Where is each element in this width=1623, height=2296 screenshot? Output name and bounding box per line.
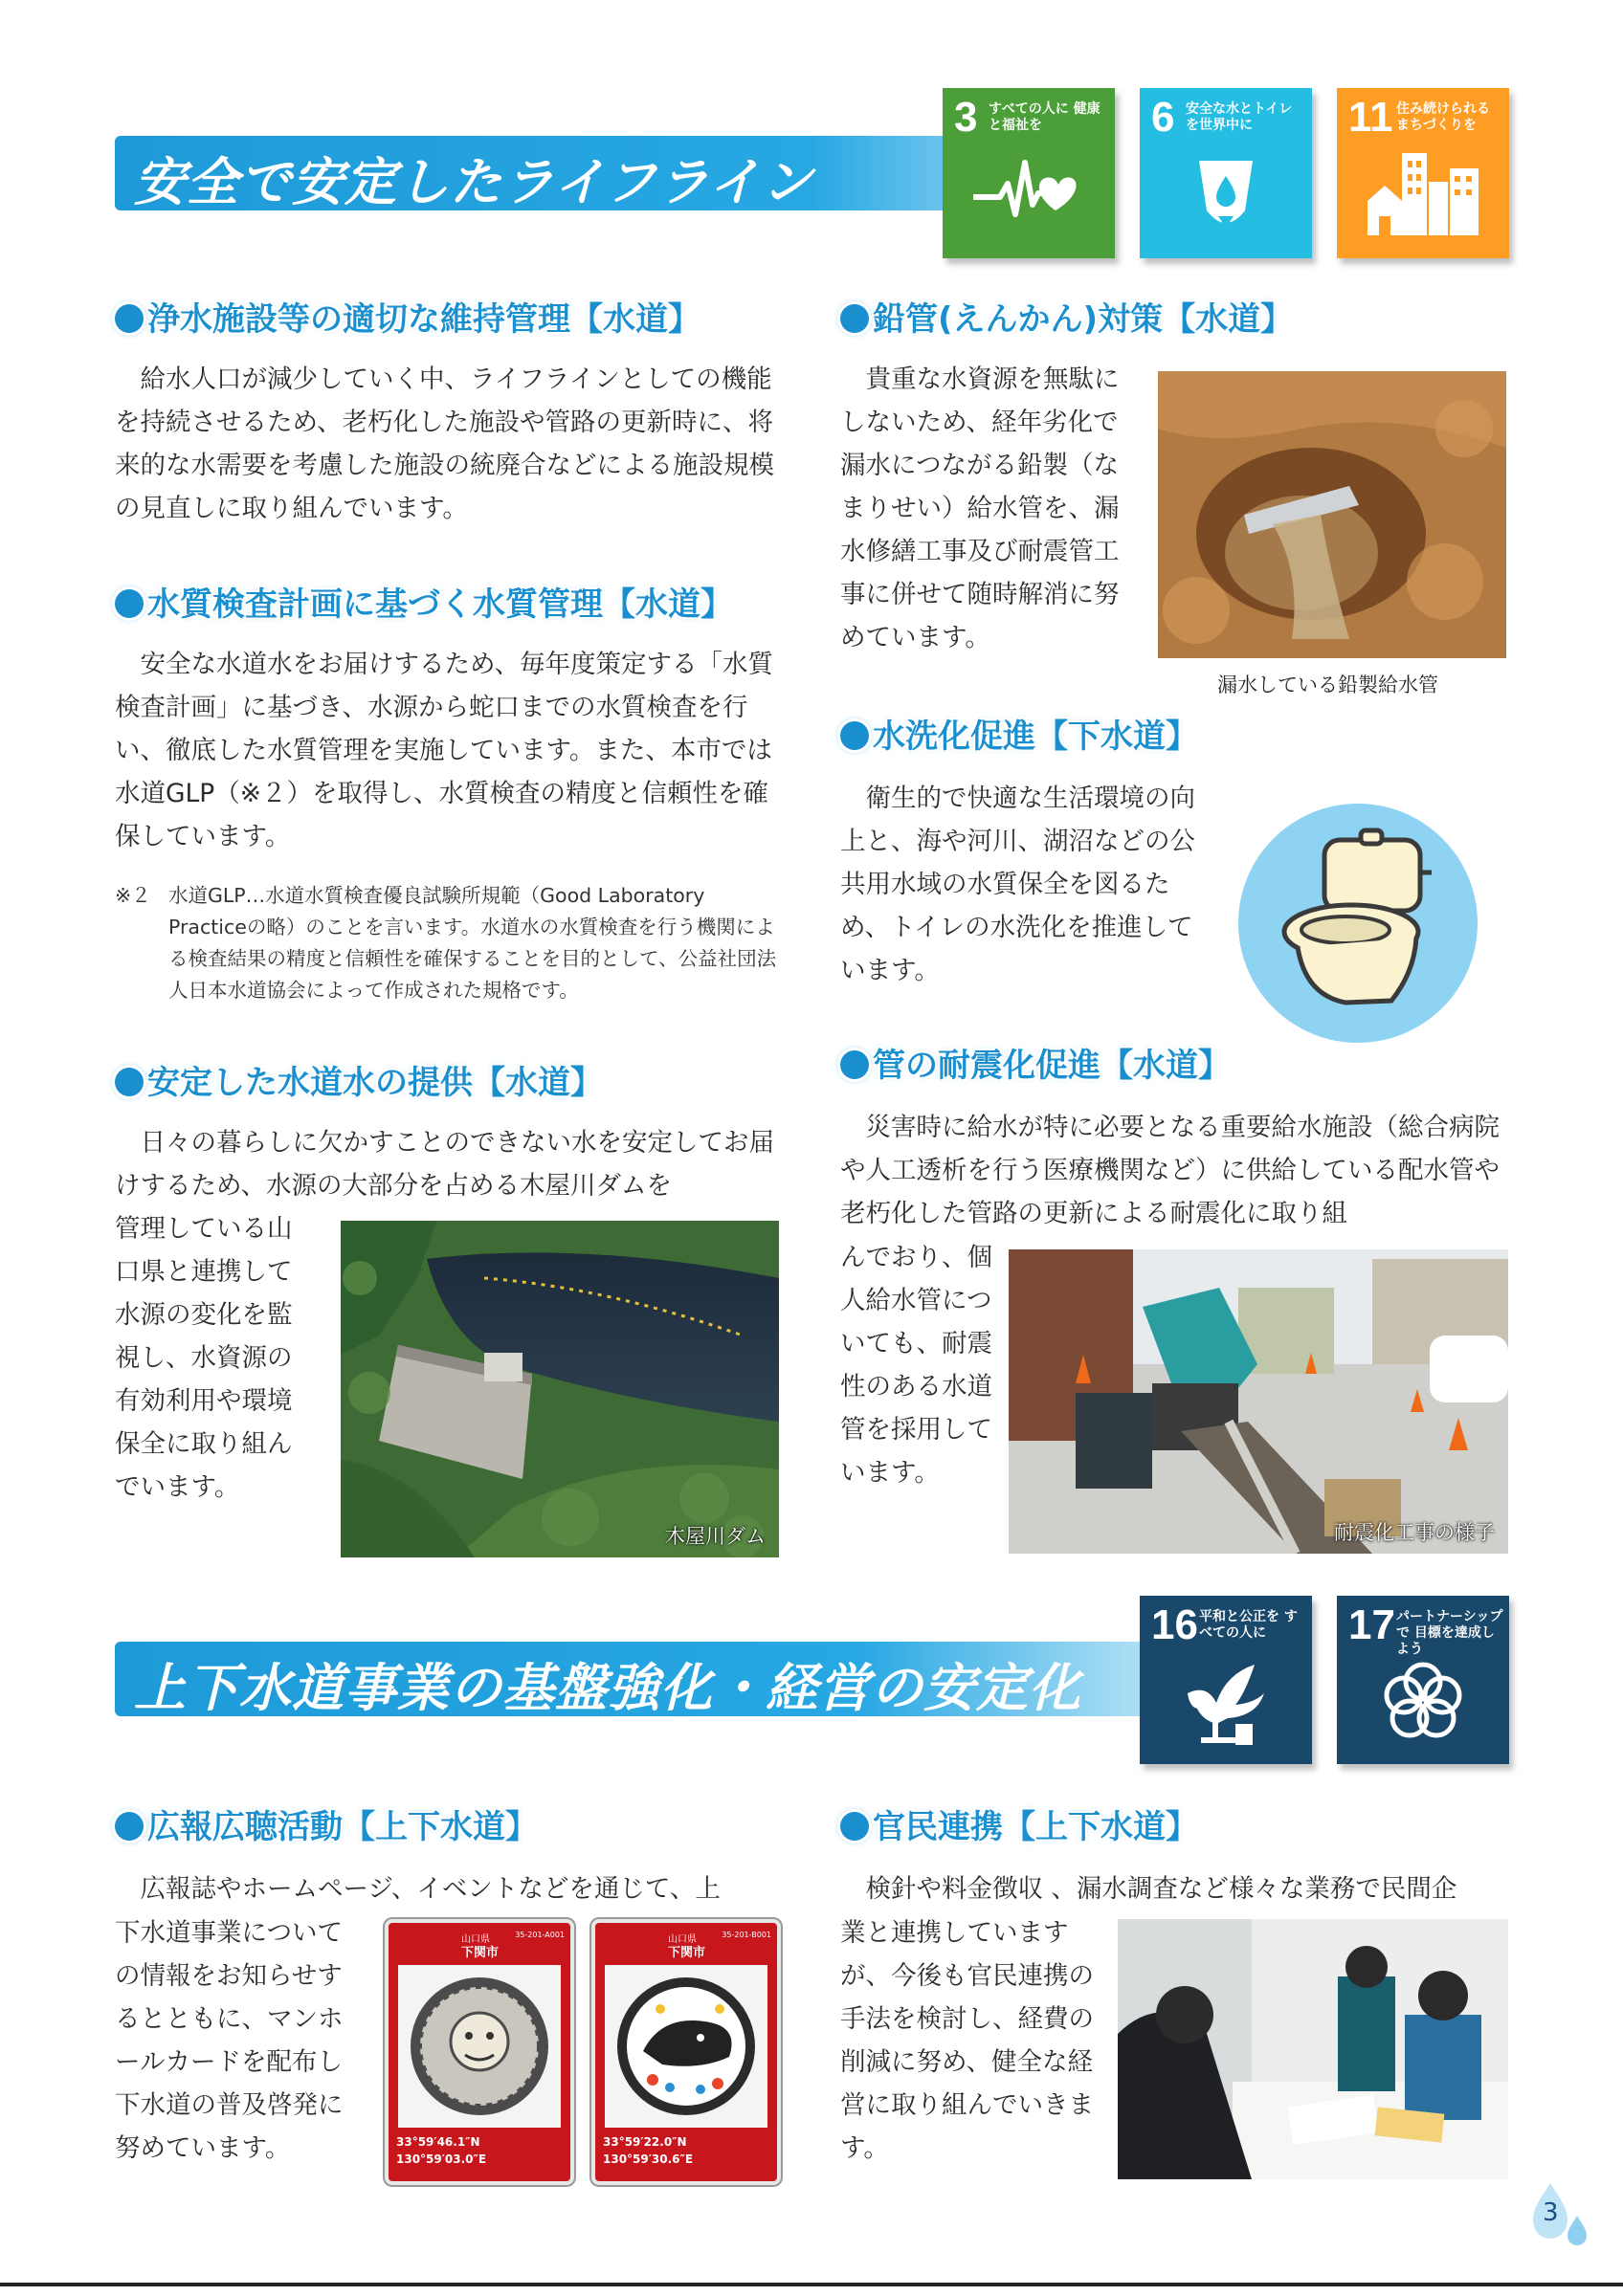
sdg-goal-17-tile bbox=[1337, 1596, 1509, 1764]
text-pr-top: 広報誌やホームページ、イベントなどを通じて、上 bbox=[140, 1874, 721, 1904]
card-1-coord-lat: 33°59′46.1″N bbox=[396, 2135, 480, 2149]
heading-seismic: 管の耐震化促進【水道】 bbox=[840, 1039, 1231, 1086]
card-1-city: 下関市 bbox=[461, 1946, 500, 1960]
sdg-goal-6-tile bbox=[1140, 88, 1312, 258]
card-1-pref: 山口県 bbox=[461, 1934, 490, 1945]
page-number: 3 bbox=[1543, 2198, 1559, 2227]
heading-bullet bbox=[115, 1068, 144, 1096]
heading-bullet bbox=[840, 1050, 869, 1079]
text-seismic-side: んでおり、個人給水管についても、耐震性のある水道管を採用しています。 bbox=[840, 1243, 992, 1488]
sdg-goal-11-number: 11 bbox=[1348, 94, 1393, 141]
card-1-code: 35-201-A001 bbox=[515, 1931, 565, 1939]
dove-icon bbox=[1168, 1655, 1283, 1751]
card-2-manhole-image bbox=[605, 1965, 767, 2128]
heading-lead-pipe: 鉛管(えんかん)対策【水道】 bbox=[840, 293, 1293, 340]
heading-supply: 安定した水道水の提供【水道】 bbox=[115, 1056, 603, 1103]
section-title-lifeline: 安全で安定したライフライン bbox=[134, 152, 814, 212]
water-drop-icon bbox=[1168, 147, 1283, 243]
photo-public-private-meeting bbox=[1118, 1919, 1508, 2179]
photo-koyagawa-dam bbox=[341, 1221, 779, 1557]
sdg-goal-6-number: 6 bbox=[1151, 94, 1175, 141]
sdg-goal-16-tile bbox=[1140, 1596, 1312, 1764]
sdg-goal-6-label: 安全な水とトイレ を世界中に bbox=[1186, 101, 1293, 133]
sdg-goal-3-label: すべての人に 健康と福祉を bbox=[989, 101, 1101, 133]
section-banner-management bbox=[115, 1642, 1177, 1716]
bottom-rule bbox=[0, 2283, 1623, 2286]
card-2-city: 下関市 bbox=[668, 1946, 706, 1960]
text-ppp-side: 業と連携していますが、今後も官民連携の手法を検討し、経費の削減に努め、健全な経営に取り組んでいきます。 bbox=[840, 1918, 1094, 2163]
card-2-code: 35-201-B001 bbox=[722, 1931, 771, 1939]
heading-bullet bbox=[840, 721, 869, 750]
page-number-badge bbox=[1525, 2177, 1594, 2246]
heading-pr: 広報広聴活動【上下水道】 bbox=[115, 1800, 538, 1847]
section-title-management: 上下水道事業の基盤強化・経営の安定化 bbox=[134, 1658, 1081, 1718]
photo-seismic-work bbox=[1009, 1249, 1508, 1554]
footnote-mark: ※２ bbox=[115, 884, 151, 907]
photo-caption-seismic: 耐震化工事の様子 bbox=[1334, 1521, 1495, 1544]
toilet-icon bbox=[1238, 804, 1478, 1043]
photo-leaking-lead-pipe bbox=[1158, 371, 1506, 658]
sdg-goal-16-label: 平和と公正を すべての人に bbox=[1199, 1609, 1298, 1641]
photo-caption-lead-pipe: 漏水している鉛製給水管 bbox=[1217, 673, 1438, 696]
heading-bullet bbox=[840, 304, 869, 333]
footnote-glp bbox=[115, 880, 785, 1006]
card-2-pref: 山口県 bbox=[668, 1934, 697, 1945]
sdg-goal-17-label: パートナーシップで 目標を達成しよう bbox=[1396, 1609, 1503, 1657]
photo-caption-dam: 木屋川ダム bbox=[665, 1525, 766, 1548]
heading-ppp: 官民連携【上下水道】 bbox=[840, 1800, 1198, 1847]
heading-maintenance: 浄水施設等の適切な維持管理【水道】 bbox=[115, 293, 700, 340]
heading-bullet bbox=[115, 1812, 144, 1841]
heading-flush: 水洗化促進【下水道】 bbox=[840, 710, 1198, 757]
heartbeat-icon bbox=[971, 147, 1086, 233]
heading-quality: 水質検査計画に基づく水質管理【水道】 bbox=[115, 578, 733, 625]
card-1-coord-lon: 130°59′03.0″E bbox=[396, 2152, 487, 2166]
city-icon bbox=[1366, 147, 1490, 243]
text-lead-pipe: 貴重な水資源を無駄にしないため、経年劣化で漏水につながる鉛製（なまりせい）給水管を、漏水修繕工事及び耐震管工事に併せて随時解消に努めています。 bbox=[840, 364, 1120, 652]
heading-bullet bbox=[115, 589, 144, 618]
manhole-card-2 bbox=[591, 1919, 781, 2185]
text-ppp-top: 検針や料金徴収 、漏水調査など様々な業務で民間企 bbox=[865, 1874, 1457, 1904]
sdg-goal-3-tile bbox=[943, 88, 1115, 258]
text-supply-top: 日々の暮らしに欠かすことのできない水を安定してお届けするため、水源の大部分を占める木屋川ダムを bbox=[115, 1128, 774, 1201]
card-2-coord-lat: 33°59′22.0″N bbox=[603, 2135, 687, 2149]
heading-bullet bbox=[840, 1812, 869, 1841]
card-2-coord-lon: 130°59′30.6″E bbox=[603, 2152, 694, 2166]
sdg-goal-17-number: 17 bbox=[1348, 1601, 1395, 1648]
text-supply-side: 管理している山口県と連携して水源の変化を監視し、水資源の有効利用や環境保全に取り組んでいます。 bbox=[115, 1214, 293, 1502]
text-maintenance: 給水人口が減少していく中、ライフラインとしての機能を持続させるため、老朽化した施設や管路の更新時に、将来的な水需要を考慮した施設の統廃合などによる施設規模の見直しに取り組んでいます。 bbox=[115, 364, 774, 523]
manhole-card-1 bbox=[385, 1919, 574, 2185]
heading-bullet bbox=[115, 304, 144, 333]
sdg-goal-3-number: 3 bbox=[954, 94, 978, 141]
text-seismic-top: 災害時に給水が特に必要となる重要給水施設（総合病院や人工透析を行う医療機関など）に供給している配水管や老朽化した管路の更新による耐震化に取り組 bbox=[840, 1113, 1500, 1228]
text-quality: 安全な水道水をお届けするため、毎年度策定する「水質検査計画」に基づき、水源から蛇口までの水質検査を行い、徹底した水質管理を実施しています。また、本市では水道GLP（※２）を取得し、水質検査の精度と信頼性を確保しています。 bbox=[115, 650, 773, 851]
card-1-manhole-image bbox=[398, 1965, 561, 2128]
text-pr-side: 下水道事業についての情報をお知らせするとともに、マンホールカードを配布し下水道の普及啓発に努めています。 bbox=[115, 1918, 344, 2163]
sdg-goal-11-tile bbox=[1337, 88, 1509, 258]
partnership-rings-icon bbox=[1366, 1655, 1480, 1751]
text-flush: 衛生的で快適な生活環境の向上と、海や河川、湖沼などの公共用水域の水質保全を図るため、トイレの水洗化を推進しています。 bbox=[840, 784, 1195, 985]
sdg-goal-16-number: 16 bbox=[1151, 1601, 1198, 1648]
sdg-goal-11-label: 住み続けられる まちづくりを bbox=[1396, 101, 1490, 133]
footnote-text: 水道GLP…水道水質検査優良試験所規範（Good Laboratory Practiceの略）のことを言います。水道水の水質検査を行う機関による検査結果の精度と信頼性を確保することを目的として、公益社団法人日本水道協会によって作成された規格です。 bbox=[168, 884, 777, 1002]
